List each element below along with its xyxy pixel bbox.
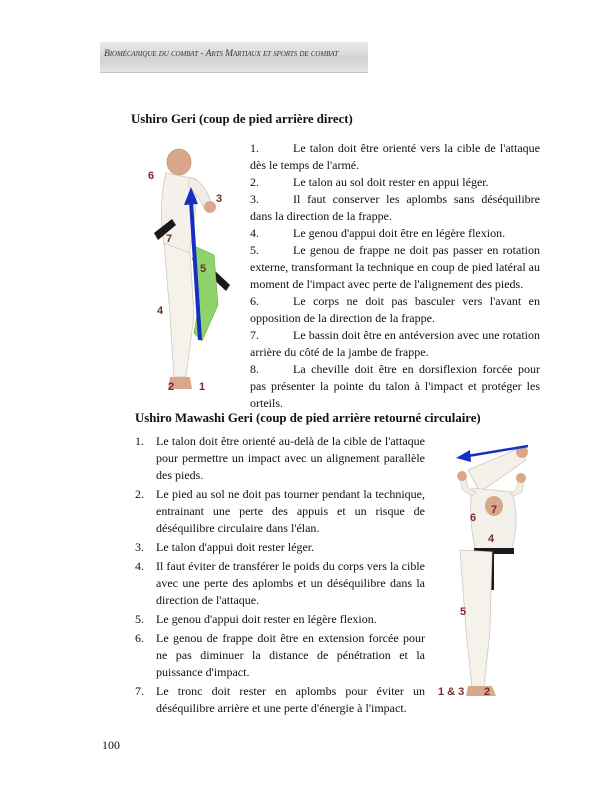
item-text: Le corps ne doit pas basculer vers l'avant en opposition de la direction de la frappe. bbox=[250, 294, 540, 325]
item-text: Le talon doit être orienté vers la cible de l'attaque dès le temps de l'armé. bbox=[250, 141, 540, 172]
list-item bbox=[250, 327, 540, 361]
item-number: 4. bbox=[135, 559, 144, 573]
item-number: 3. bbox=[135, 540, 144, 554]
list-item bbox=[250, 140, 540, 174]
ushiro-geri-illustration bbox=[140, 145, 240, 395]
list-item bbox=[135, 539, 425, 556]
item-number: 3. bbox=[250, 192, 259, 206]
item-number: 6. bbox=[250, 294, 259, 308]
item-number: 4. bbox=[250, 226, 259, 240]
page-number: 100 bbox=[102, 738, 120, 752]
ushiro-mawashi-geri-list bbox=[135, 433, 425, 719]
item-text: Il faut éviter de transférer le poids du corps vers la cible avec une perte des aplombs et un déséquilibre dans la direction de l'attaque. bbox=[156, 559, 425, 607]
list-item bbox=[250, 191, 540, 225]
figure2-label-5: 5 bbox=[460, 606, 467, 618]
item-number: 5. bbox=[135, 612, 144, 626]
item-number: 8. bbox=[250, 362, 259, 376]
list-item bbox=[250, 242, 540, 293]
item-number: 1. bbox=[135, 434, 144, 448]
item-text: Le talon au sol doit rester en appui léger. bbox=[293, 175, 489, 189]
item-number: 7. bbox=[135, 684, 144, 698]
figure1-label-5: 5 bbox=[200, 263, 207, 275]
item-number: 2. bbox=[135, 487, 144, 501]
item-text: Il faut conserver les aplombs sans déséquilibre dans la direction de la frappe. bbox=[250, 192, 540, 223]
figure1-label-6: 6 bbox=[148, 170, 155, 182]
figure-ushiro-geri bbox=[140, 145, 240, 395]
item-text: Le bassin doit être en antéversion avec une rotation arrière du côté de la jambe de frappe. bbox=[250, 328, 540, 359]
item-text: Le pied au sol ne doit pas tourner pendant la technique, entrainant une perte des appuis et un risque de déséquilibre circulaire dans l'élan. bbox=[156, 487, 425, 535]
running-title: Biomécanique du combat - Arts Martiaux et sports de combat bbox=[104, 48, 338, 59]
figure-ushiro-mawashi-geri bbox=[432, 440, 537, 705]
section-title-ushiro-geri: Ushiro Geri (coup de pied arrière direct) bbox=[131, 112, 353, 126]
list-item bbox=[135, 558, 425, 609]
list-item bbox=[135, 630, 425, 681]
item-text: Le talon doit être orienté au-delà de la cible de l'attaque pour permettre un impact avec un alignement parallèle des pieds. bbox=[156, 434, 425, 482]
running-header bbox=[100, 42, 368, 73]
item-text: Le tronc doit rester en aplombs pour éviter un déséquilibre arrière et une perte d'énergie à l'impact. bbox=[156, 684, 425, 715]
figure2-label-6: 6 bbox=[470, 512, 477, 524]
item-text: Le genou de frappe ne doit pas passer en rotation externe, transformant la technique en coup de pied latéral au moment de l'impact avec perte de l'alignement des pieds. bbox=[250, 243, 540, 291]
item-number: 6. bbox=[135, 631, 144, 645]
item-text: Le genou de frappe doit être en extension forcée pour ne pas diminuer la distance de pénétration et la puissance d'impact. bbox=[156, 631, 425, 679]
list-item bbox=[135, 486, 425, 537]
item-number: 2. bbox=[250, 175, 259, 189]
item-text: Le genou d'appui doit être en légère flexion. bbox=[293, 226, 506, 240]
figure2-label-4: 4 bbox=[488, 533, 495, 545]
list-item bbox=[250, 225, 540, 242]
list-item bbox=[135, 683, 425, 717]
section-title-ushiro-mawashi-geri: Ushiro Mawashi Geri (coup de pied arrière retourné circulaire) bbox=[135, 411, 481, 425]
ushiro-mawashi-geri-illustration bbox=[432, 440, 537, 705]
figure2-label-1-and-3: 1 & 3 bbox=[438, 686, 465, 698]
list-item bbox=[135, 611, 425, 628]
figure1-label-1: 1 bbox=[199, 381, 206, 393]
figure1-label-4: 4 bbox=[157, 305, 164, 317]
list-item bbox=[135, 433, 425, 484]
figure2-label-2: 2 bbox=[484, 686, 491, 698]
figure1-label-2: 2 bbox=[168, 381, 175, 393]
figure1-label-3: 3 bbox=[216, 193, 223, 205]
item-number: 1. bbox=[250, 141, 259, 155]
figure1-label-7: 7 bbox=[166, 233, 173, 245]
list-item bbox=[250, 174, 540, 191]
item-text: Le genou d'appui doit rester en légère flexion. bbox=[156, 612, 377, 626]
list-item bbox=[250, 361, 540, 412]
item-text: La cheville doit être en dorsiflexion forcée pour pas présenter la pointe du talon à l'impact et protéger les orteils. bbox=[250, 362, 540, 410]
figure2-label-7: 7 bbox=[491, 504, 498, 516]
item-text: Le talon d'appui doit rester léger. bbox=[156, 540, 315, 554]
item-number: 5. bbox=[250, 243, 259, 257]
item-number: 7. bbox=[250, 328, 259, 342]
ushiro-geri-list bbox=[250, 140, 540, 412]
list-item bbox=[250, 293, 540, 327]
